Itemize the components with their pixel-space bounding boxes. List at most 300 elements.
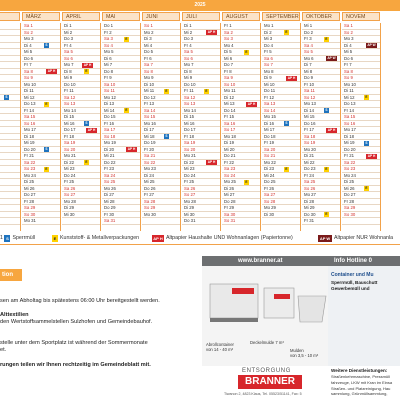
legend-label: Altpapier Haushalte UND Wohnanlagen (Papiertonne) xyxy=(166,235,293,241)
red-collection-tag: AP H xyxy=(287,75,296,80)
month-header-row xyxy=(0,12,400,22)
ad-brand-block xyxy=(202,366,328,400)
calendar-day: Fr 22 xyxy=(222,160,260,167)
calendar-day: Sa 15 xyxy=(342,114,380,121)
yellow-collection-tag: E xyxy=(85,69,88,74)
calendar-day: Mi 29 xyxy=(302,205,340,212)
calendar-day: Di 22 xyxy=(62,160,100,167)
caption-left xyxy=(206,342,234,352)
calendar-day: Do 13 xyxy=(342,101,380,108)
column-divider xyxy=(260,23,261,231)
column-divider xyxy=(340,23,341,231)
calendar-day: Di 29 xyxy=(62,205,100,212)
calendar-day: Mo 16 xyxy=(142,121,180,128)
calendar-day: Do 31 xyxy=(182,218,220,225)
calendar-day: Mi 24 xyxy=(262,173,300,180)
calendar-day: Do 20 xyxy=(342,147,380,154)
calendar-day: Mi 28 xyxy=(102,199,140,206)
yellow-collection-tag: E xyxy=(125,36,128,41)
calendar-day: Sa 18 xyxy=(302,134,340,141)
calendar-day: Fr 26 xyxy=(262,186,300,193)
calendar-day: Mi 19 xyxy=(22,140,60,147)
calendar-day: Sa 1 xyxy=(342,23,380,30)
month-header: SEPTEMBER xyxy=(262,12,300,21)
blue-collection-tag: S xyxy=(45,147,48,152)
altpapier-w-swatch-icon: AP W xyxy=(319,236,331,241)
calendar-day: Mo 23 xyxy=(142,166,180,173)
ad-right-title: Container und Mu xyxy=(331,272,374,278)
red-collection-tag: AP H xyxy=(327,127,336,132)
calendar-day: Di 1 xyxy=(62,23,100,30)
yellow-collection-tag: E xyxy=(325,166,328,171)
column-divider xyxy=(20,23,21,231)
calendar-day: Sa 22 xyxy=(22,160,60,167)
calendar-day: Fr 14 xyxy=(342,108,380,115)
calendar-day: Di 26 xyxy=(222,186,260,193)
calendar-day: Mo 25 xyxy=(222,179,260,186)
yellow-collection-tag: E xyxy=(245,179,248,184)
calendar-day: Mi 18 xyxy=(142,134,180,141)
calendar-day: Do 15 xyxy=(102,114,140,121)
blue-collection-tag: S xyxy=(285,121,288,126)
calendar-day: Fr 11 xyxy=(62,88,100,95)
calendar-day: Mo 9 xyxy=(142,75,180,82)
calendar-day: Di 19 xyxy=(222,140,260,147)
calendar-day: Fr 2 xyxy=(102,30,140,37)
calendar-day: Sa 7 xyxy=(142,62,180,69)
calendar-day: Mo 27 xyxy=(302,192,340,199)
calendar-day: Fr 30 xyxy=(102,212,140,219)
calendar-day: Mo 31 xyxy=(22,218,60,225)
calendar-day: Di 24 xyxy=(142,173,180,180)
calendar-day: Fr 13 xyxy=(142,101,180,108)
column-divider xyxy=(220,23,221,231)
caption-label: Abrollcontainer xyxy=(206,342,234,347)
legend-label: Kunststoff- & Metallverpackungen xyxy=(60,235,140,241)
calendar-day: Mo 7 xyxy=(62,62,100,69)
advertisement xyxy=(202,256,400,400)
calendar-day: Do 10 xyxy=(62,82,100,89)
ad-right-lines xyxy=(331,280,377,292)
calendar-day: Fr 19 xyxy=(262,140,300,147)
calendar-day: Mi 16 xyxy=(62,121,100,128)
calendar-day: So 22 xyxy=(142,160,180,167)
calendar-day: Sa 22 xyxy=(342,160,380,167)
calendar-day: Sa 5 xyxy=(62,49,100,56)
kunststoff-swatch-icon: E xyxy=(53,236,57,241)
calendar-day: Mi 23 xyxy=(182,166,220,173)
calendar-day: Mi 16 xyxy=(182,121,220,128)
calendar-day: So 5 xyxy=(302,49,340,56)
calendar-day: So 27 xyxy=(62,192,100,199)
blue-collection-tag: S xyxy=(165,134,168,139)
info-line: rungen teilen wir Ihnen rechtzeitig im Gemeindeblatt mit. xyxy=(0,362,151,368)
calendar-day: Mi 2 xyxy=(182,30,220,37)
legend-item-altpapier-wohnanlagen xyxy=(318,233,393,243)
calendar-day: Fr 11 xyxy=(182,88,220,95)
calendar-day: Do 10 xyxy=(182,82,220,89)
calendar-day: Mo 28 xyxy=(182,199,220,206)
calendar-day: Fr 12 xyxy=(262,95,300,102)
services-title: Weitere Dienstleistungen: xyxy=(331,368,388,373)
calendar-day: Mo 24 xyxy=(22,173,60,180)
calendar-day: So 16 xyxy=(22,121,60,128)
calendar-day: Fr 20 xyxy=(142,147,180,154)
calendar-day: Fr 31 xyxy=(302,218,340,225)
calendar-day: Mo 26 xyxy=(102,186,140,193)
calendar-day: Mo 21 xyxy=(182,153,220,160)
calendar-day: So 4 xyxy=(102,43,140,50)
dark-collection-tag: AP W xyxy=(327,56,336,61)
calendar-day: Do 24 xyxy=(182,173,220,180)
calendar-day: Do 19 xyxy=(142,140,180,147)
calendar-day: Mo 28 xyxy=(62,199,100,206)
calendar-day: Di 5 xyxy=(222,49,260,56)
legend-item-altpapier-haushalte xyxy=(152,233,293,243)
service-item: Straßen- und Platzreinigung, Hau xyxy=(331,385,391,391)
month-header: NOVEM xyxy=(342,12,380,21)
month-header: JUNI xyxy=(142,12,180,21)
calendar-day: So 21 xyxy=(262,153,300,160)
calendar-day: So 13 xyxy=(62,101,100,108)
calendar-day: Di 15 xyxy=(62,114,100,121)
calendar-day: Sa 26 xyxy=(62,186,100,193)
calendar-day: Mi 30 xyxy=(182,212,220,219)
calendar-day: Do 27 xyxy=(342,192,380,199)
calendar-day: Mo 21 xyxy=(62,153,100,160)
calendar-day: Di 18 xyxy=(22,134,60,141)
calendar-day: Do 6 xyxy=(342,56,380,63)
month-header: MÄRZ xyxy=(22,12,60,21)
calendar-day: Mi 9 xyxy=(182,75,220,82)
blue-collection-tag: S xyxy=(325,108,328,113)
calendar-day: Mo 24 xyxy=(342,173,380,180)
calendar-day: Di 13 xyxy=(102,101,140,108)
calendar-day: Do 28 xyxy=(222,199,260,206)
yellow-collection-tag: E xyxy=(285,166,288,171)
yellow-collection-tag: E xyxy=(205,88,208,93)
calendar-day: Do 29 xyxy=(102,205,140,212)
ad-right-line: Sperrmüll, Bauschutt xyxy=(331,280,378,285)
calendar-day: Di 23 xyxy=(262,166,300,173)
calendar-day: Do 2 xyxy=(302,30,340,37)
calendar-day: Mi 30 xyxy=(62,212,100,219)
calendar-day: So 15 xyxy=(142,114,180,121)
calendar-day: Mi 21 xyxy=(102,153,140,160)
calendar-day: So 23 xyxy=(22,166,60,173)
calendar-day: Do 17 xyxy=(62,127,100,134)
calendar-day: So 7 xyxy=(262,62,300,69)
services-list xyxy=(331,374,392,397)
calendar-day: Di 27 xyxy=(102,192,140,199)
calendar-day: Mo 13 xyxy=(302,101,340,108)
calendar-day: Sa 30 xyxy=(222,212,260,219)
calendar-day: Do 18 xyxy=(262,134,300,141)
calendar-day: Di 16 xyxy=(262,121,300,128)
calendar-day: Fr 17 xyxy=(302,127,340,134)
calendar-day: Mi 4 xyxy=(142,43,180,50)
calendar-day: So 16 xyxy=(342,121,380,128)
yellow-collection-tag: E xyxy=(365,186,368,191)
calendar-day: Fr 9 xyxy=(102,75,140,82)
calendar-day: Do 8 xyxy=(102,69,140,76)
month-header: MAI xyxy=(102,12,140,21)
legend-item-kunststoff xyxy=(52,233,139,243)
calendar-day: Sa 3 xyxy=(102,36,140,43)
ad-header xyxy=(202,256,400,266)
ad-address: Tiwanon 2, 4823 Klaus, Tel. 05523/51141, Fax: 5 xyxy=(224,392,302,396)
calendar-day: Sa 29 xyxy=(342,205,380,212)
calendar-day: Sa 8 xyxy=(22,69,60,76)
calendar-day: Sa 17 xyxy=(102,127,140,134)
info-line: et. xyxy=(0,347,7,353)
calendar-day: So 23 xyxy=(342,166,380,173)
calendar-day: Mo 14 xyxy=(62,108,100,115)
calendar-day: Fr 8 xyxy=(222,69,260,76)
calendar-day: So 19 xyxy=(302,140,340,147)
calendar-day: Di 30 xyxy=(262,212,300,219)
calendar-day: Mi 15 xyxy=(302,114,340,121)
calendar-day: Di 25 xyxy=(342,179,380,186)
service-item: fahrzeuge, LKW mit Kran im Einsa xyxy=(331,379,393,385)
calendar-day: Mo 12 xyxy=(102,95,140,102)
calendar-day: Mi 23 xyxy=(62,166,100,173)
yellow-collection-tag: E xyxy=(365,95,368,100)
calendar-day: Do 13 xyxy=(22,101,60,108)
calendar-day: Do 16 xyxy=(302,121,340,128)
calendar-day: Di 14 xyxy=(302,108,340,115)
calendar-day: Mo 17 xyxy=(22,127,60,134)
calendar-day: Di 1 xyxy=(182,23,220,30)
calendar-day: Do 21 xyxy=(222,153,260,160)
calendar-day: Di 8 xyxy=(182,69,220,76)
calendar-day: Fr 1 xyxy=(222,23,260,30)
calendar-day: Mo 6 xyxy=(302,56,340,63)
calendar-grid xyxy=(0,23,400,231)
calendar-day: Mi 19 xyxy=(342,140,380,147)
calendar-day: Mi 12 xyxy=(342,95,380,102)
calendar-day: Fr 25 xyxy=(182,179,220,186)
calendar-day: Do 3 xyxy=(62,36,100,43)
calendar-day: Do 27 xyxy=(22,192,60,199)
info-line: den Wertstoffsammelstellen Sulzhofen und Gemeindebauhof. xyxy=(0,319,153,325)
calendar-day: Do 5 xyxy=(142,49,180,56)
calendar-day: Fr 24 xyxy=(302,173,340,180)
calendar-day: So 13 xyxy=(182,101,220,108)
calendar-day: Sa 31 xyxy=(102,218,140,225)
calendar-day: Di 7 xyxy=(302,62,340,69)
legend-label: Altpapier NUR Wohnanla xyxy=(334,235,394,241)
calendar-day: Sa 1 xyxy=(22,23,60,30)
calendar-day: Fr 7 xyxy=(22,62,60,69)
calendar-day xyxy=(62,218,100,225)
red-collection-tag: AP H xyxy=(127,147,136,152)
entsorgung-label: ENTSORGUNG xyxy=(242,368,292,374)
calendar-day: Sa 9 xyxy=(222,75,260,82)
calendar-day: Mi 1 xyxy=(302,23,340,30)
ad-right-panel xyxy=(328,266,400,366)
sperrmuell-swatch-icon: S xyxy=(6,236,9,241)
calendar-day: Mo 8 xyxy=(262,69,300,76)
calendar-day: So 10 xyxy=(222,82,260,89)
calendar-day: Do 9 xyxy=(302,75,340,82)
calendar-day: Di 25 xyxy=(22,179,60,186)
calendar-day: Di 11 xyxy=(22,88,60,95)
calendar-day: Mi 3 xyxy=(262,36,300,43)
calendar-day: Fr 14 xyxy=(22,108,60,115)
red-collection-tag: AP H xyxy=(207,30,216,35)
calendar-day: Fr 5 xyxy=(262,49,300,56)
calendar-day: Sa 24 xyxy=(102,173,140,180)
calendar-day: So 12 xyxy=(302,95,340,102)
calendar-day: Sa 20 xyxy=(262,147,300,154)
calendar-day: Mi 7 xyxy=(102,62,140,69)
month-header: AUGUST xyxy=(222,12,260,21)
red-collection-tag: AP H xyxy=(83,62,92,67)
column-divider xyxy=(100,23,101,231)
service-item: sammlung, Grünmüllsammlung, xyxy=(331,391,388,397)
calendar-day: Mi 8 xyxy=(302,69,340,76)
column-divider xyxy=(180,23,181,231)
calendar-day: Do 25 xyxy=(262,179,300,186)
calendar-day: So 25 xyxy=(102,179,140,186)
legend-item-sperrmuell xyxy=(0,233,35,243)
calendar-day: So 9 xyxy=(342,75,380,82)
calendar-day: Fr 4 xyxy=(182,43,220,50)
caption-mid: Deckelmulde 7 m³ xyxy=(250,340,284,345)
blue-collection-tag: S xyxy=(85,121,88,126)
month-header: APRIL xyxy=(62,12,100,21)
calendar-day: Do 24 xyxy=(62,173,100,180)
calendar-day: Mi 14 xyxy=(102,108,140,115)
column-divider xyxy=(140,23,141,231)
calendar-day: Mi 26 xyxy=(22,186,60,193)
yellow-collection-tag: E xyxy=(45,101,48,106)
calendar-day: Mi 13 xyxy=(222,101,260,108)
calendar-day: Fr 18 xyxy=(62,134,100,141)
calendar-day: Mi 20 xyxy=(222,147,260,154)
calendar-day: Sa 19 xyxy=(182,140,220,147)
calendar-day: So 28 xyxy=(262,199,300,206)
service-item: Straßenkehrmaschine, Pressmüll xyxy=(331,374,390,379)
calendar-day: Fr 28 xyxy=(342,199,380,206)
calendar-day: Di 10 xyxy=(142,82,180,89)
calendar-day: Di 17 xyxy=(142,127,180,134)
calendar-day: Mi 12 xyxy=(22,95,60,102)
calendar-day: Di 20 xyxy=(102,147,140,154)
calendar-day: Sa 12 xyxy=(62,95,100,102)
info-line: Alttextilien xyxy=(0,312,29,318)
calendar-day: Sa 12 xyxy=(182,95,220,102)
calendar-day: Sa 14 xyxy=(142,108,180,115)
calendar-day: Di 28 xyxy=(302,199,340,206)
calendar-day: Mo 20 xyxy=(302,147,340,154)
red-collection-tag: AP H xyxy=(367,153,376,158)
calendar-day xyxy=(142,218,180,225)
calendar-day: Do 14 xyxy=(222,108,260,115)
calendar-day: Sa 8 xyxy=(342,69,380,76)
calendar-day: Mo 22 xyxy=(262,160,300,167)
calendar-day: Di 8 xyxy=(62,69,100,76)
calendar-day: Mo 1 xyxy=(262,23,300,30)
calendar-day xyxy=(262,218,300,225)
calendar-day: Fr 6 xyxy=(142,56,180,63)
yellow-collection-tag: E xyxy=(165,88,168,93)
calendar-day: Sa 6 xyxy=(262,56,300,63)
info-line: sen am Abholtag bis spätestens 06:00 Uhr bereitgestellt werden. xyxy=(0,298,160,304)
red-collection-tag: AP H xyxy=(47,69,56,74)
calendar-day: Sa 16 xyxy=(222,121,260,128)
calendar-day: Sa 27 xyxy=(262,192,300,199)
yellow-collection-tag: E xyxy=(85,160,88,165)
calendar-day: So 31 xyxy=(222,218,260,225)
calendar-day: So 30 xyxy=(22,212,60,219)
calendar-day: Mi 22 xyxy=(302,160,340,167)
calendar-day: So 2 xyxy=(22,30,60,37)
calendar-day: Do 6 xyxy=(22,56,60,63)
calendar-day: Di 4 xyxy=(342,43,380,50)
calendar-day: Mi 2 xyxy=(62,30,100,37)
calendar-day: Di 11 xyxy=(342,88,380,95)
calendar-day: Di 18 xyxy=(342,134,380,141)
calendar-day: Sa 21 xyxy=(142,153,180,160)
calendar-day: Di 15 xyxy=(182,114,220,121)
calendar-day: Fr 3 xyxy=(302,36,340,43)
calendar-day: So 6 xyxy=(182,56,220,63)
calendar-day: Fr 25 xyxy=(62,179,100,186)
column-divider xyxy=(60,23,61,231)
calendar-day: Mo 7 xyxy=(182,62,220,69)
calendar-day: Mo 15 xyxy=(262,114,300,121)
calendar-day: So 6 xyxy=(62,56,100,63)
month-header: JULI xyxy=(182,12,220,21)
calendar-day: Di 21 xyxy=(302,153,340,160)
calendar-day: Mo 3 xyxy=(22,36,60,43)
calendar-day: Sa 11 xyxy=(302,88,340,95)
calendar-day: Sa 19 xyxy=(62,140,100,147)
calendar-day: So 3 xyxy=(222,36,260,43)
yellow-collection-tag: E xyxy=(45,166,48,171)
calendar-day: Sa 23 xyxy=(222,166,260,173)
red-collection-tag: AP H xyxy=(207,160,216,165)
calendar-day: Mi 9 xyxy=(62,75,100,82)
calendar-day: Do 7 xyxy=(222,62,260,69)
yellow-collection-tag: E xyxy=(285,30,288,35)
calendar-day: Di 3 xyxy=(142,36,180,43)
column-divider xyxy=(300,23,301,231)
calendar-day: Sa 13 xyxy=(262,101,300,108)
calendar-day: Fr 28 xyxy=(22,199,60,206)
yellow-collection-tag: E xyxy=(325,212,328,217)
calendar-day: Sa 15 xyxy=(22,114,60,121)
calendar-day: So 27 xyxy=(182,192,220,199)
calendar-day: Fr 10 xyxy=(302,82,340,89)
calendar-day: Fr 15 xyxy=(222,114,260,121)
calendar-day: So 11 xyxy=(102,88,140,95)
branner-logo: BRANNER xyxy=(238,375,302,389)
calendar-day: Do 3 xyxy=(182,36,220,43)
altpapier-h-swatch-icon: AP H xyxy=(153,236,163,241)
calendar-day: Sa 25 xyxy=(302,179,340,186)
blue-collection-tag: S xyxy=(5,95,8,100)
calendar-day: So 17 xyxy=(222,127,260,134)
calendar-day: Do 23 xyxy=(302,166,340,173)
calendar-day: Do 11 xyxy=(262,88,300,95)
calendar-day: Fr 21 xyxy=(22,153,60,160)
calendar-day: Sa 26 xyxy=(182,186,220,193)
container-photo xyxy=(202,266,328,366)
calendar-day: Do 1 xyxy=(102,23,140,30)
